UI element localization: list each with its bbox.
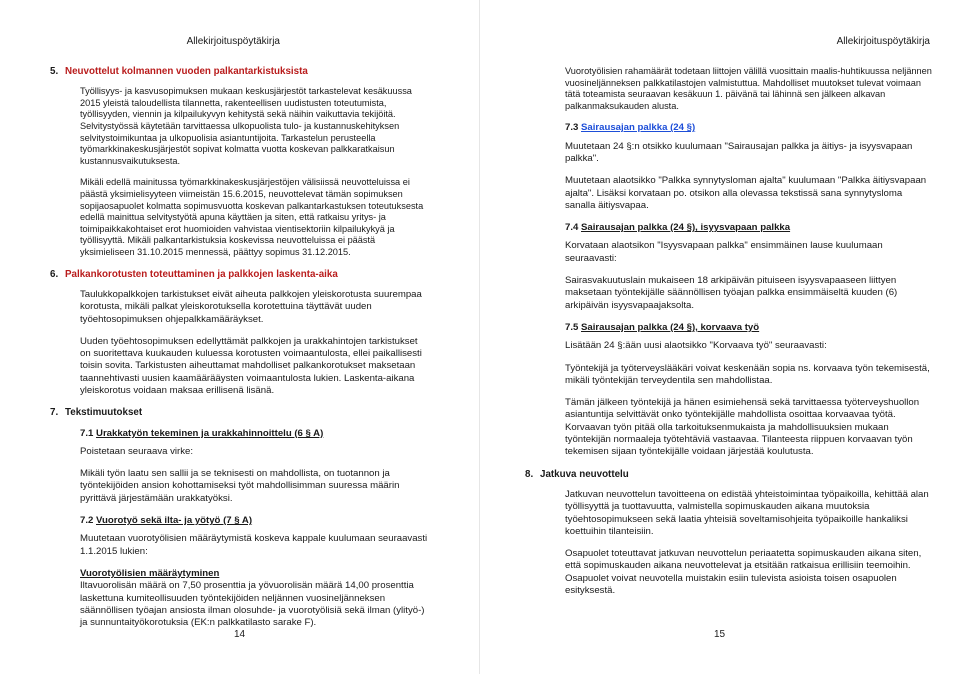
subsection-title: Sairausajan palkka (24 §), isyysvapaan palkka xyxy=(581,222,791,234)
paragraph: Taulukkopalkkojen tarkistukset eivät aiheuta palkkojen yleiskorotusta suurempaa korotusta, mikäli palkat yleiskorotuksella korotettuina täyttävät uuden työehtosopimuksen ohjepalkkamääräykset. xyxy=(80,288,422,325)
right-page xyxy=(480,0,960,674)
paragraph: Tämän jälkeen työntekijä ja hänen esimiehensä sekä tarvittaessa työterveyshuollon asiantuntija selvittävät onko työntekijälle mahdollista osoittaa korvaavaa työtä. Korvaavan työn pitää olla tarkoituksenmukaista ja mahdollisuuksien mukaan työntekijän normaaleja työtehtäviä vastaavaa. Tilanteesta riippuen korvaavan työn tekemisen sijaan työntekijälle voidaan järjestää koulutusta. xyxy=(565,397,920,458)
paragraph: Osapuolet toteuttavat jatkuvan neuvottelun periaatetta sopimuskauden aikana siten, että sopimuskauden aikana neuvottelevat ja etsitään ratkaisua erillisiin teemoihin. Osapuolet voivat neuvotella muistakin esiin tulevista asioista toisen osapuolen esityksestä. xyxy=(565,548,922,596)
paragraph: Korvataan alaotsikon "Isyysvapaan palkka" ensimmäinen lause kuulumaan seuraavasti: xyxy=(565,240,883,264)
page-header: Allekirjoituspöytäkirja xyxy=(186,36,280,47)
section-8-heading xyxy=(525,469,935,481)
subsection-number: 7.4 xyxy=(565,222,579,234)
paragraph: Lisätään 24 §:ään uusi alaotsikko "Korvaava työ" seuraavasti: xyxy=(565,340,827,352)
subsection-title: Vuorotyö sekä ilta- ja yötyö (7 § A) xyxy=(96,515,253,527)
section-5-heading xyxy=(50,66,430,78)
page-header: Allekirjoituspöytäkirja xyxy=(836,36,930,47)
subsection-title: Sairausajan palkka (24 §) xyxy=(581,122,696,134)
paragraph: Muutetaan 24 §:n otsikko kuulumaan "Sairausajan palkka ja äitiys- ja isyysvapaan palkka". xyxy=(565,140,913,164)
subsection-7-3-heading xyxy=(565,122,935,134)
subsection-title: Sairausajan palkka (24 §), korvaava työ xyxy=(581,321,760,333)
section-6-heading xyxy=(50,269,430,281)
paragraph: Työllisyys- ja kasvusopimuksen mukaan keskusjärjestöt tarkastelevat kesäkuussa 2015 yleistä taloudellista tilannetta, rakenteellisen uudistusten toteutumista, työllisyyden, viennin ja kilpailukyvyn kehitystä sekä näihin vaikuttavia tekijöitä. Selvitystyössä käytetään tarvittaessa ulkopuolista tulo- ja kustannuskehityksen selvitystoimikuntaa ja ulkopuolisia asiantuntijoita. Tarkastelun perusteella työmarkkinakeskusjärjestöt sopivat kolmatta vuotta koskevan palkkaratkaisun kustannusvaikutuksesta. xyxy=(80,86,412,166)
subsection-7-5-heading xyxy=(565,322,935,334)
subsection-title: Urakkatyön tekeminen ja urakkahinnoittelu (6 § A) xyxy=(96,427,324,439)
page-number: 15 xyxy=(714,629,726,640)
left-content xyxy=(50,66,430,629)
paragraph: Sairasvakuutuslain mukaiseen 18 arkipäivän pituiseen isyysvapaaseen liittyen maksetaan työntekijälle säännöllisen työajan palkka ensimmäiseltä kuuden (6) arkipäivän isyysvapaajaksolta. xyxy=(565,275,898,311)
section-title: Neuvottelut kolmannen vuoden palkantarkistuksista xyxy=(65,66,308,77)
right-content xyxy=(525,66,935,597)
subsection-number: 7.5 xyxy=(565,321,579,333)
subsection-7-4-heading xyxy=(565,222,935,234)
inline-label: Vuorotyölisien määräytyminen xyxy=(80,567,220,579)
paragraph: Muutetaan alaotsikko "Palkka synnytysloman ajalta" kuulumaan "Palkka äitiysvapaan ajalta". Lisäksi korvataan po. otsikon alla olevassa tekstissä sana synnytysloma sanalla äitiysvapaa. xyxy=(565,175,927,211)
paragraph: Jatkuvan neuvottelun tavoitteena on edistää yhteistoimintaa työpaikoilla, kehittää alan työllisyyttä ja tuottavuutta, valmistella sopimuskauden aikana muutoksia työehtosopimukseen sekä laatia yhteisiä soveltamisohjeita työpaikoille hankaliksi koettuihin tilanteisiin. xyxy=(565,488,929,537)
subsection-number: 7.3 xyxy=(565,122,579,134)
paragraph: Uuden työehtosopimuksen edellyttämät palkkojen ja urakkahintojen tarkistukset on suoritettava kuukauden kuluessa korotusten voimaantulosta, ellei paikallisesti toisin sovita. Tarkistusten aiheuttamat mahdolliset palkankorotukset maksetaan taannehtivasti uusien kaamäärääysten voimaantulosta lukien. Laskenta-aikana yleiskorotus voidaan maksaa erillisenä lisänä. xyxy=(80,335,422,396)
section-title: Palkankorotusten toteuttaminen ja palkkojen laskenta-aika xyxy=(65,268,338,280)
paragraph: Muutetaan vuorotyölisien määräytymistä koskeva kappale kuulumaan seuraavasti 1.1.2015 lukien: xyxy=(80,533,428,557)
subsection-number: 7.2 xyxy=(80,515,94,527)
section-number: 5. xyxy=(50,66,59,77)
paragraph: Poistetaan seuraava virke: xyxy=(80,445,194,457)
paragraph: Mikäli edellä mainitussa työmarkkinakeskusjärjestöjen välisiissä neuvotteluissa ei päästä yksimielisyyteen viimeistän 15.6.2015, neuvottelevat tämän sopimuksen sopijaosapuolet kolmatta sopimusvuotta koskevan palkantarkastuksen toteutuksesta edellä mainittua selvitystyötä apuna käyttäen ja siten, että ratkaisu yritys- ja toimipaikkakohtaiset erot huomioiden vahvistaa vientisektoriin kilpailukykyä ja työllisyyttä. Mikäli palkantarkistuksia koskevissa neuvotteluissa ei päästä yksimieliseen 31.10.2015 mennessä, päättyy sopimus 31.12.2015. xyxy=(80,177,424,258)
subsection-number: 7.1 xyxy=(80,427,94,439)
section-number: 7. xyxy=(50,407,59,419)
paragraph: Iltavuorolisän määrä on 7,50 prosenttia ja yövuorolisän määrä 14,00 prosenttia laskettuna kumiteollisuuden työntekijöiden neljännen vuosineljänneksen säännöllisen työajan ansiosta ilman olosuhde- ja vuorotyölisiä sekä ilman (ylityö-) ja sunnuntaityökorotuksia (EK:n palkkatilasto sarake F). xyxy=(80,580,425,629)
section-7-heading xyxy=(50,407,430,419)
paragraph: Vuorotyölisien rahamäärät todetaan liittojen välillä vuosittain maalis-huhtikuussa neljännen vuosineljänneksen palkkatilastojen valmistuttua. Mahdolliset muutokset tulevat voimaan tätä toteamista seuraavan kesäkuun 1. päivänä tai lähinnä sen jälkeen alkavan palkanmaksukauden alusta. xyxy=(565,66,932,111)
section-number: 6. xyxy=(50,268,59,280)
subsection-7-1-heading xyxy=(80,428,430,440)
page-number: 14 xyxy=(234,629,246,640)
subsection-7-2-heading xyxy=(80,515,430,527)
section-number: 8. xyxy=(525,468,534,480)
section-title: Jatkuva neuvottelu xyxy=(540,468,629,480)
section-title: Tekstimuutokset xyxy=(65,407,143,419)
paragraph: Mikäli työn laatu sen sallii ja se teknisesti on mahdollista, on tuotannon ja työntekijöiden ansion kohottamiseksi työt mahdollisimman suuressa määrin pyrittävä järjestämään urakkatyöksi. xyxy=(80,468,400,504)
paragraph: Työntekijä ja työterveyslääkäri voivat keskenään sopia ns. korvaava työn tekemisestä, mikäli työntekijän terveydentila sen mahdollistaa. xyxy=(565,362,930,386)
